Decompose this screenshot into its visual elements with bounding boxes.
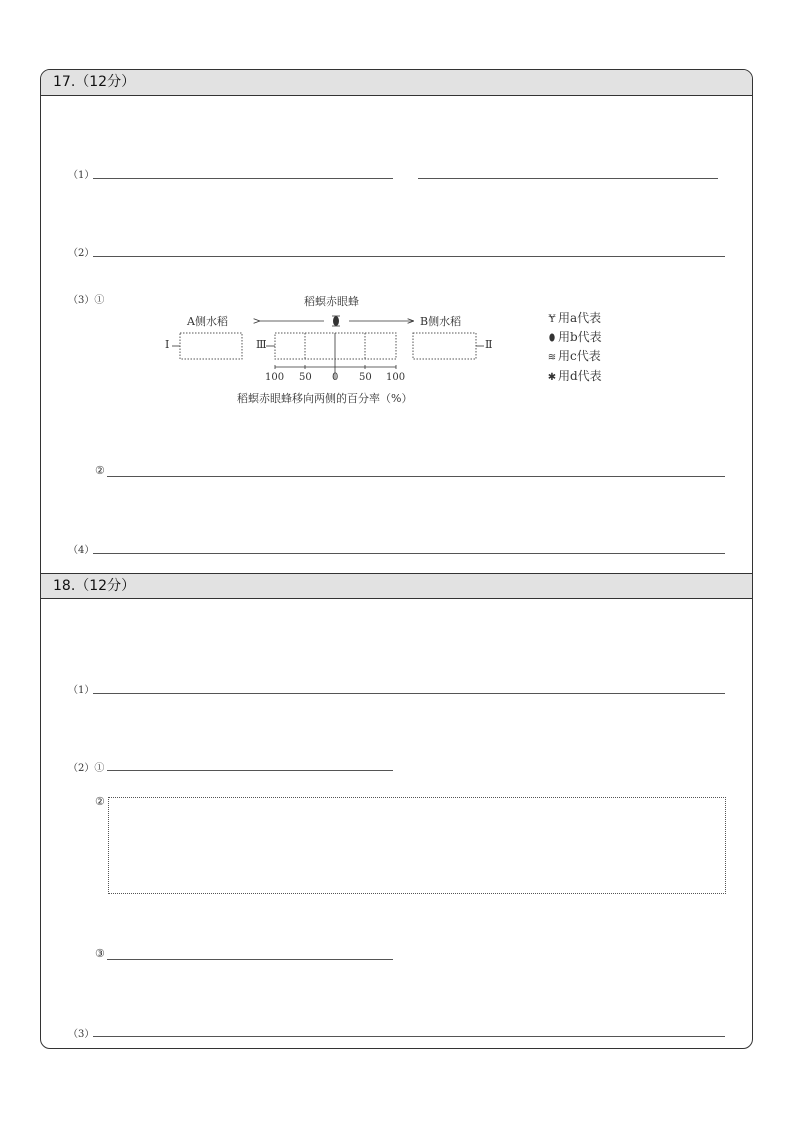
q18-part3-label: （3）: [68, 1029, 95, 1040]
q17-part4-answer-line[interactable]: [93, 553, 725, 554]
legend-item-c: [546, 347, 601, 364]
legend-text-c: 用c代表: [558, 349, 601, 363]
diagram-roman-i: Ⅰ: [165, 338, 170, 351]
q18-part2c-label: ③: [95, 947, 105, 960]
q17-part2-label: （2）: [68, 248, 95, 259]
q18-part3-answer-line[interactable]: [93, 1036, 725, 1037]
q18-part1-answer-line[interactable]: [93, 693, 725, 694]
tick-label-0: 100: [265, 372, 285, 383]
q18-part2c-answer-line[interactable]: [107, 959, 393, 960]
q17-part3-label: （3）①: [68, 295, 105, 306]
tick-label-4: 100: [386, 372, 406, 383]
box-a-side: [180, 333, 242, 359]
q18-part2b-answer-box[interactable]: [108, 797, 726, 894]
legend-item-a: [546, 309, 601, 326]
q18-header: 18.（12分）: [41, 573, 752, 599]
tick-label-1: 50: [299, 372, 312, 383]
diagram-left-label: A侧水稻: [187, 315, 228, 328]
diagram-roman-ii: Ⅱ: [485, 338, 493, 351]
wasp-icon: ✱: [547, 372, 557, 383]
answer-sheet-frame: [40, 69, 753, 1049]
axis-caption: 稻螟赤眼蜂移向两侧的百分率（%）: [237, 392, 413, 405]
tick-label-3: 50: [359, 372, 372, 383]
q17-part4-label: （4）: [68, 545, 95, 556]
box-center: [275, 333, 396, 359]
larva-icon: ⬮: [548, 333, 556, 344]
legend-item-b: [546, 328, 602, 345]
box-b-side: [413, 333, 476, 359]
caterpillar-icon: ≋: [547, 352, 557, 363]
q17-header: 17.（12分）: [41, 70, 752, 96]
q18-part2b-label: ②: [95, 795, 105, 808]
legend-text-b: 用b代表: [558, 330, 602, 344]
q17-part3b-answer-line[interactable]: [107, 476, 725, 477]
wasp-icon: [332, 316, 340, 326]
q18-part2-label: （2）①: [68, 763, 105, 774]
q18-part1-label: （1）: [68, 685, 95, 696]
tick-label-2: 0: [332, 372, 339, 383]
legend-text-a: 用a代表: [558, 311, 602, 325]
diagram-roman-iii: Ⅲ: [256, 338, 267, 351]
q17-part1-label: （1）: [68, 170, 95, 181]
diagram-right-label: B侧水稻: [420, 315, 462, 328]
diagram-title: 稻螟赤眼蜂: [304, 295, 359, 308]
legend-item-d: [546, 367, 602, 384]
legend-text-d: 用d代表: [558, 369, 602, 383]
q17-part3b-label: ②: [95, 464, 105, 477]
q18-part2a-answer-line[interactable]: [107, 770, 393, 771]
plant-icon: Ɏ: [548, 314, 556, 325]
